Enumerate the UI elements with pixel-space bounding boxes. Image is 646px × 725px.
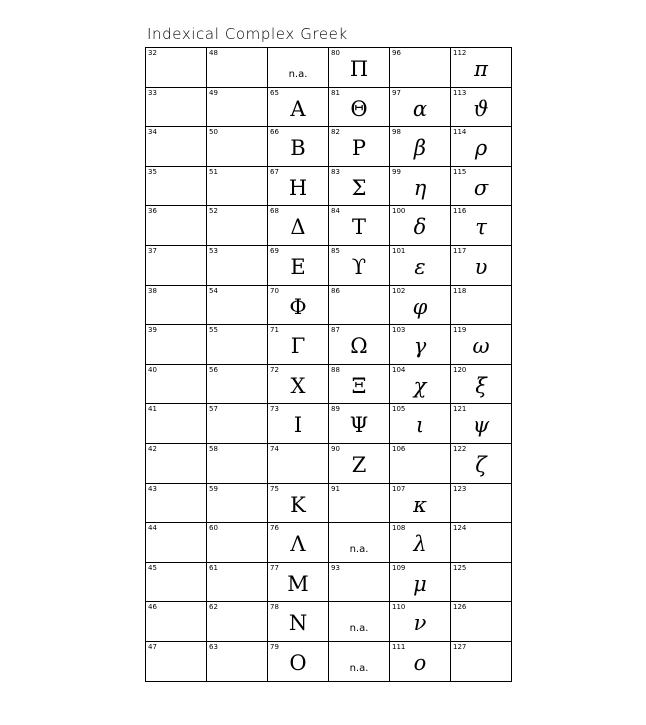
char-code: 56 bbox=[209, 365, 218, 374]
table-row bbox=[146, 443, 512, 483]
char-code: 103 bbox=[392, 326, 406, 335]
char-code: 43 bbox=[148, 484, 157, 493]
glyph-cell bbox=[146, 483, 207, 523]
glyph-cell bbox=[268, 48, 329, 88]
glyph-cell bbox=[207, 166, 268, 206]
char-code: 105 bbox=[392, 405, 406, 414]
char-code: 40 bbox=[148, 365, 157, 374]
glyph-cell bbox=[207, 602, 268, 642]
glyph-cell bbox=[207, 562, 268, 602]
char-code: 115 bbox=[453, 167, 467, 176]
greek-glyph: Η bbox=[288, 175, 308, 200]
greek-glyph: Ρ bbox=[351, 136, 367, 161]
greek-glyph: ξ bbox=[475, 373, 487, 398]
glyph-cell bbox=[329, 206, 390, 246]
glyph-cell bbox=[329, 641, 390, 681]
glyph-cell bbox=[329, 483, 390, 523]
glyph-cell bbox=[268, 641, 329, 681]
greek-glyph: ψ bbox=[472, 413, 490, 438]
glyph-cell bbox=[146, 602, 207, 642]
table-row bbox=[146, 166, 512, 206]
char-code: 32 bbox=[148, 49, 157, 57]
glyph-cell bbox=[268, 562, 329, 602]
char-code: 42 bbox=[148, 444, 157, 453]
glyph-cell bbox=[451, 87, 512, 127]
greek-glyph: δ bbox=[413, 215, 427, 240]
greek-glyph: Τ bbox=[351, 215, 366, 240]
char-code: 111 bbox=[392, 642, 406, 651]
glyph-cell bbox=[146, 245, 207, 285]
char-code: 85 bbox=[331, 246, 340, 255]
glyph-cell bbox=[451, 285, 512, 325]
glyph-cell bbox=[268, 245, 329, 285]
greek-glyph: ρ bbox=[474, 136, 488, 161]
glyph-cell bbox=[451, 245, 512, 285]
char-code: 113 bbox=[453, 88, 467, 97]
char-code: 36 bbox=[148, 207, 157, 216]
table-row bbox=[146, 523, 512, 563]
greek-glyph: ι bbox=[415, 413, 425, 438]
greek-glyph: ω bbox=[472, 334, 490, 359]
char-code: 88 bbox=[331, 365, 340, 374]
char-code: 114 bbox=[453, 128, 467, 137]
char-code: 67 bbox=[270, 167, 279, 176]
glyph-cell bbox=[207, 483, 268, 523]
glyph-cell bbox=[268, 443, 329, 483]
glyph-cell bbox=[146, 87, 207, 127]
char-code: 106 bbox=[392, 444, 406, 453]
char-code: 65 bbox=[270, 88, 279, 97]
glyph-cell bbox=[268, 404, 329, 444]
glyph-cell bbox=[329, 48, 390, 88]
greek-glyph: Φ bbox=[289, 294, 307, 319]
glyph-cell bbox=[207, 641, 268, 681]
glyph-cell bbox=[207, 364, 268, 404]
greek-glyph: Δ bbox=[290, 215, 306, 240]
greek-glyph: χ bbox=[413, 373, 427, 398]
greek-glyph: φ bbox=[412, 294, 428, 319]
char-code: 87 bbox=[331, 326, 340, 335]
greek-glyph: Β bbox=[290, 136, 306, 161]
glyph-cell bbox=[146, 206, 207, 246]
greek-glyph: Π bbox=[349, 57, 369, 81]
glyph-cell bbox=[451, 206, 512, 246]
char-code: 61 bbox=[209, 563, 218, 572]
glyph-cell bbox=[329, 602, 390, 642]
table-row bbox=[146, 48, 512, 88]
char-code: 123 bbox=[453, 484, 467, 493]
greek-glyph: η bbox=[413, 175, 427, 200]
char-code: 104 bbox=[392, 365, 406, 374]
glyph-cell bbox=[451, 404, 512, 444]
char-code: 59 bbox=[209, 484, 218, 493]
char-code: 38 bbox=[148, 286, 157, 295]
not-available-label: n.a. bbox=[349, 623, 369, 635]
greek-glyph: υ bbox=[474, 254, 488, 279]
char-code: 33 bbox=[148, 88, 157, 97]
glyph-cell bbox=[329, 404, 390, 444]
greek-glyph: Ε bbox=[290, 254, 306, 279]
greek-glyph: ϑ bbox=[473, 96, 489, 121]
char-code: 98 bbox=[392, 128, 401, 137]
glyph-cell bbox=[207, 48, 268, 88]
glyph-cell bbox=[207, 443, 268, 483]
char-code: 73 bbox=[270, 405, 279, 414]
char-code: 34 bbox=[148, 128, 157, 137]
glyph-cell bbox=[390, 325, 451, 365]
char-code: 116 bbox=[453, 207, 467, 216]
greek-glyph: κ bbox=[413, 492, 427, 517]
glyph-cell bbox=[390, 364, 451, 404]
char-code: 35 bbox=[148, 167, 157, 176]
glyph-cell bbox=[390, 166, 451, 206]
greek-glyph: Μ bbox=[287, 571, 309, 596]
char-code: 62 bbox=[209, 603, 218, 612]
glyph-cell bbox=[329, 443, 390, 483]
glyph-cell bbox=[146, 285, 207, 325]
greek-glyph: τ bbox=[475, 215, 487, 240]
glyph-table bbox=[145, 47, 512, 682]
greek-glyph: μ bbox=[413, 571, 427, 596]
glyph-cell bbox=[329, 562, 390, 602]
glyph-cell bbox=[329, 364, 390, 404]
glyph-cell bbox=[390, 602, 451, 642]
char-code: 80 bbox=[331, 49, 340, 57]
glyph-cell bbox=[268, 206, 329, 246]
table-row bbox=[146, 325, 512, 365]
glyph-cell bbox=[451, 562, 512, 602]
char-code: 101 bbox=[392, 246, 406, 255]
char-code: 63 bbox=[209, 642, 218, 651]
char-code: 118 bbox=[453, 286, 467, 295]
char-code: 51 bbox=[209, 167, 218, 176]
char-code: 69 bbox=[270, 246, 279, 255]
greek-glyph: ε bbox=[414, 254, 426, 279]
table-row bbox=[146, 404, 512, 444]
glyph-cell bbox=[390, 48, 451, 88]
char-code: 100 bbox=[392, 207, 406, 216]
glyph-cell bbox=[146, 404, 207, 444]
char-code: 47 bbox=[148, 642, 157, 651]
char-code: 120 bbox=[453, 365, 467, 374]
char-code: 54 bbox=[209, 286, 218, 295]
greek-glyph: Λ bbox=[290, 532, 306, 557]
greek-glyph: α bbox=[412, 96, 428, 121]
glyph-cell bbox=[390, 285, 451, 325]
glyph-cell bbox=[390, 523, 451, 563]
not-available-label: n.a. bbox=[288, 69, 308, 80]
glyph-cell bbox=[451, 48, 512, 88]
table-row bbox=[146, 127, 512, 167]
char-code: 117 bbox=[453, 246, 467, 255]
char-code: 48 bbox=[209, 49, 218, 57]
table-row bbox=[146, 602, 512, 642]
glyph-cell bbox=[390, 245, 451, 285]
glyph-cell bbox=[207, 245, 268, 285]
glyph-cell bbox=[146, 48, 207, 88]
glyph-cell bbox=[146, 562, 207, 602]
glyph-cell bbox=[329, 87, 390, 127]
glyph-cell bbox=[146, 364, 207, 404]
glyph-cell bbox=[451, 127, 512, 167]
char-code: 66 bbox=[270, 128, 279, 137]
glyph-cell bbox=[329, 166, 390, 206]
glyph-cell bbox=[451, 325, 512, 365]
char-code: 76 bbox=[270, 524, 279, 533]
glyph-cell bbox=[451, 443, 512, 483]
table-row bbox=[146, 285, 512, 325]
char-code: 81 bbox=[331, 88, 340, 97]
glyph-cell bbox=[268, 523, 329, 563]
greek-glyph: β bbox=[413, 136, 427, 161]
greek-glyph: Ι bbox=[293, 413, 303, 438]
greek-glyph: Ζ bbox=[351, 452, 367, 477]
table-row bbox=[146, 562, 512, 602]
char-code: 71 bbox=[270, 326, 279, 335]
table-row bbox=[146, 483, 512, 523]
glyph-cell bbox=[329, 245, 390, 285]
char-code: 55 bbox=[209, 326, 218, 335]
page-title: Indexical Complex Greek bbox=[147, 25, 348, 43]
greek-glyph: π bbox=[474, 57, 488, 81]
glyph-cell bbox=[390, 443, 451, 483]
char-code: 121 bbox=[453, 405, 467, 414]
greek-glyph: Θ bbox=[350, 96, 368, 121]
char-code: 52 bbox=[209, 207, 218, 216]
table-row bbox=[146, 87, 512, 127]
table-row bbox=[146, 641, 512, 681]
char-code: 93 bbox=[331, 563, 340, 572]
char-code: 108 bbox=[392, 524, 406, 533]
greek-glyph: λ bbox=[413, 532, 427, 557]
greek-glyph: ν bbox=[413, 611, 427, 636]
glyph-cell bbox=[390, 641, 451, 681]
table-row bbox=[146, 245, 512, 285]
glyph-cell bbox=[268, 483, 329, 523]
glyph-cell bbox=[207, 325, 268, 365]
char-code: 126 bbox=[453, 603, 467, 612]
char-code: 70 bbox=[270, 286, 279, 295]
char-code: 119 bbox=[453, 326, 467, 335]
char-code: 125 bbox=[453, 563, 467, 572]
char-code: 99 bbox=[392, 167, 401, 176]
table-row bbox=[146, 206, 512, 246]
char-code: 91 bbox=[331, 484, 340, 493]
glyph-cell bbox=[329, 325, 390, 365]
greek-glyph: σ bbox=[473, 175, 489, 200]
char-code: 45 bbox=[148, 563, 157, 572]
greek-glyph: γ bbox=[413, 334, 427, 359]
glyph-cell bbox=[451, 364, 512, 404]
char-code: 50 bbox=[209, 128, 218, 137]
glyph-cell bbox=[207, 523, 268, 563]
char-code: 78 bbox=[270, 603, 279, 612]
char-code: 77 bbox=[270, 563, 279, 572]
char-code: 96 bbox=[392, 49, 401, 57]
greek-glyph: Ξ bbox=[351, 373, 367, 398]
greek-glyph: Ο bbox=[289, 650, 307, 675]
char-code: 41 bbox=[148, 405, 157, 414]
greek-glyph: Ψ bbox=[349, 413, 369, 438]
glyph-cell bbox=[207, 127, 268, 167]
glyph-cell bbox=[451, 641, 512, 681]
char-code: 75 bbox=[270, 484, 279, 493]
greek-glyph: ϒ bbox=[351, 254, 367, 279]
char-code: 39 bbox=[148, 326, 157, 335]
char-code: 44 bbox=[148, 524, 157, 533]
char-code: 53 bbox=[209, 246, 218, 255]
glyph-cell bbox=[146, 443, 207, 483]
glyph-cell bbox=[146, 166, 207, 206]
greek-glyph: Σ bbox=[351, 175, 367, 200]
char-code: 57 bbox=[209, 405, 218, 414]
glyph-cell bbox=[268, 127, 329, 167]
glyph-cell bbox=[146, 127, 207, 167]
char-code: 89 bbox=[331, 405, 340, 414]
char-code: 58 bbox=[209, 444, 218, 453]
char-code: 60 bbox=[209, 524, 218, 533]
char-code: 49 bbox=[209, 88, 218, 97]
glyph-cell bbox=[207, 404, 268, 444]
char-code: 110 bbox=[392, 603, 406, 612]
char-code: 84 bbox=[331, 207, 340, 216]
glyph-cell bbox=[390, 87, 451, 127]
glyph-cell bbox=[390, 127, 451, 167]
greek-glyph: Α bbox=[290, 96, 306, 121]
greek-glyph: ο bbox=[413, 650, 427, 675]
glyph-cell bbox=[451, 602, 512, 642]
greek-glyph: ζ bbox=[475, 452, 487, 477]
glyph-cell bbox=[146, 523, 207, 563]
glyph-cell bbox=[329, 523, 390, 563]
char-code: 72 bbox=[270, 365, 279, 374]
not-available-label: n.a. bbox=[349, 662, 369, 674]
greek-glyph: Ω bbox=[350, 334, 368, 359]
char-code: 82 bbox=[331, 128, 340, 137]
glyph-cell bbox=[268, 602, 329, 642]
char-code: 74 bbox=[270, 444, 279, 453]
char-code: 37 bbox=[148, 246, 157, 255]
char-code: 112 bbox=[453, 49, 467, 57]
char-code: 127 bbox=[453, 642, 467, 651]
glyph-cell bbox=[390, 404, 451, 444]
glyph-cell bbox=[390, 206, 451, 246]
char-code: 46 bbox=[148, 603, 157, 612]
glyph-cell bbox=[329, 285, 390, 325]
glyph-cell bbox=[207, 206, 268, 246]
glyph-cell bbox=[207, 285, 268, 325]
glyph-cell bbox=[329, 127, 390, 167]
glyph-cell bbox=[451, 483, 512, 523]
not-available-label: n.a. bbox=[349, 544, 369, 556]
char-code: 83 bbox=[331, 167, 340, 176]
char-code: 122 bbox=[453, 444, 467, 453]
greek-glyph: Κ bbox=[290, 492, 306, 517]
char-code: 68 bbox=[270, 207, 279, 216]
char-code: 109 bbox=[392, 563, 406, 572]
char-code: 124 bbox=[453, 524, 467, 533]
glyph-cell bbox=[268, 166, 329, 206]
char-code: 86 bbox=[331, 286, 340, 295]
glyph-cell bbox=[390, 562, 451, 602]
table-row bbox=[146, 364, 512, 404]
glyph-cell bbox=[390, 483, 451, 523]
glyph-cell bbox=[146, 641, 207, 681]
glyph-cell bbox=[268, 364, 329, 404]
glyph-cell bbox=[207, 87, 268, 127]
greek-glyph: Γ bbox=[290, 334, 306, 359]
char-code: 90 bbox=[331, 444, 340, 453]
char-code: 102 bbox=[392, 286, 406, 295]
glyph-cell bbox=[451, 166, 512, 206]
glyph-cell bbox=[268, 285, 329, 325]
char-code: 79 bbox=[270, 642, 279, 651]
greek-glyph: Ν bbox=[288, 611, 308, 636]
greek-glyph: Χ bbox=[290, 373, 306, 398]
char-code: 97 bbox=[392, 88, 401, 97]
glyph-cell bbox=[268, 325, 329, 365]
glyph-cell bbox=[268, 87, 329, 127]
glyph-cell bbox=[451, 523, 512, 563]
char-code: 107 bbox=[392, 484, 406, 493]
glyph-cell bbox=[146, 325, 207, 365]
